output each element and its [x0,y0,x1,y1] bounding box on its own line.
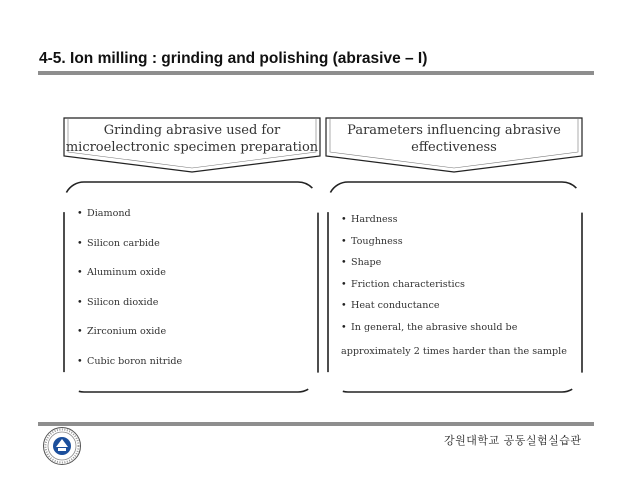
list-item: • Silicon carbide [77,238,182,268]
institution-name: 강원대학교 공동실험실습관 [444,434,582,447]
list-item: • Zirconium oxide [77,326,182,356]
list-item: • Toughness [341,236,517,258]
slide-title: 4-5. Ion milling : grinding and polishing (abrasive – I) [39,50,428,67]
list-item: • Silicon dioxide [77,297,182,327]
left-header-line2: microelectronic specimen preparation [65,140,319,155]
university-seal-icon [42,426,82,466]
list-item: • Aluminum oxide [77,267,182,297]
right-header-line1: Parameters influencing abrasive [347,123,561,138]
parameter-list [341,214,517,343]
list-item: • Shape [341,257,517,279]
list-item: • In general, the abrasive should be [341,322,517,344]
list-item: • Hardness [341,214,517,236]
list-item: • Cubic boron nitride [77,356,182,386]
right-header-line2: effectiveness [411,140,497,155]
left-header-arrow [64,118,320,172]
footer-divider [38,422,594,426]
list-item: • Friction characteristics [341,279,517,301]
list-item: • Diamond [77,208,182,238]
parameter-note-continuation: approximately 2 times harder than the sample [341,346,567,357]
right-header-arrow [326,118,582,172]
left-header-line1: Grinding abrasive used for [103,123,281,138]
list-item: • Heat conductance [341,300,517,322]
abrasive-list [77,208,182,385]
